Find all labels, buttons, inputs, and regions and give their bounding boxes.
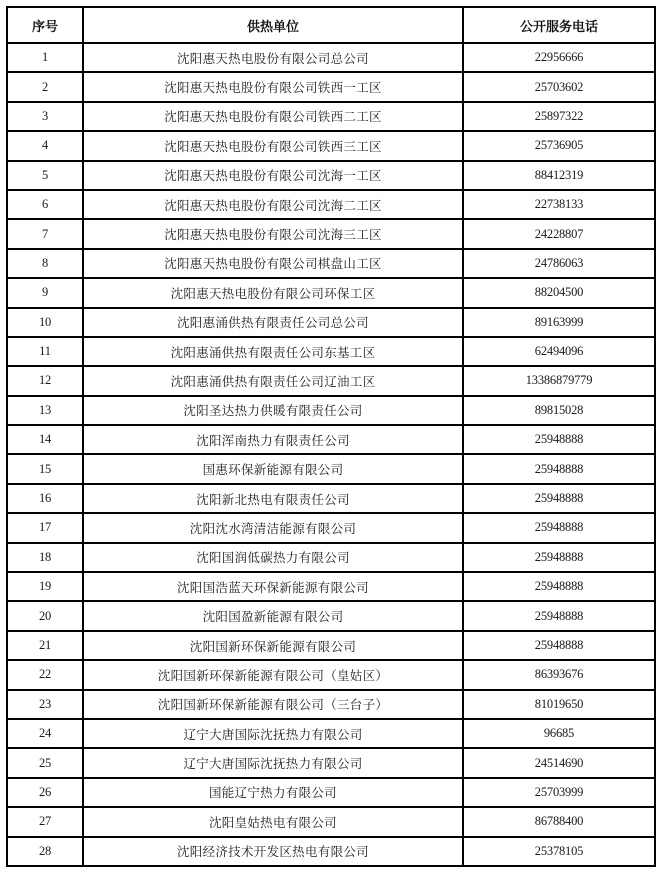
serial-number-cell: 7 — [7, 219, 83, 248]
heating-unit-cell: 沈阳惠天热电股份有限公司总公司 — [83, 43, 463, 72]
table-row — [7, 543, 655, 572]
service-phone-cell: 24514690 — [463, 748, 655, 777]
serial-number-cell: 12 — [7, 366, 83, 395]
header-service-phone: 公开服务电话 — [463, 7, 655, 43]
heating-unit-cell: 沈阳沈水湾清洁能源有限公司 — [83, 513, 463, 542]
serial-number-cell: 25 — [7, 748, 83, 777]
heating-unit-cell: 沈阳惠天热电股份有限公司沈海一工区 — [83, 161, 463, 190]
table-row — [7, 366, 655, 395]
service-phone-cell: 25948888 — [463, 425, 655, 454]
service-phone-cell: 25948888 — [463, 513, 655, 542]
heating-unit-cell: 国能辽宁热力有限公司 — [83, 778, 463, 807]
serial-number-cell: 9 — [7, 278, 83, 307]
table-row — [7, 719, 655, 748]
service-phone-cell: 89815028 — [463, 396, 655, 425]
table-row — [7, 572, 655, 601]
table-row — [7, 249, 655, 278]
heating-unit-cell: 沈阳皇姑热电有限公司 — [83, 807, 463, 836]
serial-number-cell: 19 — [7, 572, 83, 601]
serial-number-cell: 22 — [7, 660, 83, 689]
serial-number-cell: 17 — [7, 513, 83, 542]
heating-units-table — [6, 6, 656, 867]
service-phone-cell: 25948888 — [463, 572, 655, 601]
service-phone-cell: 25703602 — [463, 72, 655, 101]
service-phone-cell: 88412319 — [463, 161, 655, 190]
table-header — [7, 7, 655, 43]
service-phone-cell: 25948888 — [463, 454, 655, 483]
serial-number-cell: 16 — [7, 484, 83, 513]
heating-unit-cell: 沈阳经济技术开发区热电有限公司 — [83, 837, 463, 866]
service-phone-cell: 88204500 — [463, 278, 655, 307]
service-phone-cell: 89163999 — [463, 308, 655, 337]
table-row — [7, 660, 655, 689]
table-row — [7, 837, 655, 866]
table-row — [7, 43, 655, 72]
serial-number-cell: 13 — [7, 396, 83, 425]
serial-number-cell: 1 — [7, 43, 83, 72]
table-row — [7, 748, 655, 777]
service-phone-cell: 25948888 — [463, 601, 655, 630]
service-phone-cell: 24786063 — [463, 249, 655, 278]
serial-number-cell: 28 — [7, 837, 83, 866]
serial-number-cell: 4 — [7, 131, 83, 160]
table-row — [7, 601, 655, 630]
serial-number-cell: 20 — [7, 601, 83, 630]
serial-number-cell: 6 — [7, 190, 83, 219]
service-phone-cell: 86788400 — [463, 807, 655, 836]
service-phone-cell: 22738133 — [463, 190, 655, 219]
service-phone-cell: 24228807 — [463, 219, 655, 248]
header-row — [7, 7, 655, 43]
serial-number-cell: 24 — [7, 719, 83, 748]
service-phone-cell: 25948888 — [463, 484, 655, 513]
heating-unit-cell: 沈阳惠天热电股份有限公司铁西二工区 — [83, 102, 463, 131]
heating-unit-cell: 沈阳惠涌供热有限责任公司总公司 — [83, 308, 463, 337]
serial-number-cell: 2 — [7, 72, 83, 101]
table-row — [7, 131, 655, 160]
heating-unit-cell: 沈阳国盈新能源有限公司 — [83, 601, 463, 630]
service-phone-cell: 96685 — [463, 719, 655, 748]
table-row — [7, 484, 655, 513]
service-phone-cell: 62494096 — [463, 337, 655, 366]
heating-unit-cell: 沈阳惠天热电股份有限公司环保工区 — [83, 278, 463, 307]
serial-number-cell: 26 — [7, 778, 83, 807]
table-row — [7, 190, 655, 219]
service-phone-cell: 25378105 — [463, 837, 655, 866]
table-row — [7, 72, 655, 101]
serial-number-cell: 8 — [7, 249, 83, 278]
heating-unit-cell: 沈阳惠天热电股份有限公司铁西三工区 — [83, 131, 463, 160]
table-row — [7, 278, 655, 307]
table-row — [7, 219, 655, 248]
heating-unit-cell: 沈阳惠涌供热有限责任公司辽油工区 — [83, 366, 463, 395]
service-phone-cell: 22956666 — [463, 43, 655, 72]
serial-number-cell: 11 — [7, 337, 83, 366]
table-row — [7, 778, 655, 807]
heating-unit-cell: 沈阳新北热电有限责任公司 — [83, 484, 463, 513]
heating-unit-cell: 沈阳国润低碳热力有限公司 — [83, 543, 463, 572]
serial-number-cell: 14 — [7, 425, 83, 454]
table-row — [7, 425, 655, 454]
heating-unit-cell: 辽宁大唐国际沈抚热力有限公司 — [83, 719, 463, 748]
serial-number-cell: 10 — [7, 308, 83, 337]
heating-unit-cell: 沈阳圣达热力供暖有限责任公司 — [83, 396, 463, 425]
table-row — [7, 454, 655, 483]
serial-number-cell: 5 — [7, 161, 83, 190]
table-row — [7, 631, 655, 660]
serial-number-cell: 18 — [7, 543, 83, 572]
heating-unit-cell: 辽宁大唐国际沈抚热力有限公司 — [83, 748, 463, 777]
heating-unit-cell: 沈阳国新环保新能源有限公司（皇姑区） — [83, 660, 463, 689]
table-body — [7, 43, 655, 866]
table-row — [7, 513, 655, 542]
table-row — [7, 337, 655, 366]
service-phone-cell: 25736905 — [463, 131, 655, 160]
table-row — [7, 807, 655, 836]
table-row — [7, 396, 655, 425]
heating-unit-cell: 沈阳惠涌供热有限责任公司东基工区 — [83, 337, 463, 366]
table-row — [7, 161, 655, 190]
service-phone-cell: 25897322 — [463, 102, 655, 131]
service-phone-cell: 25948888 — [463, 631, 655, 660]
service-phone-cell: 25703999 — [463, 778, 655, 807]
serial-number-cell: 3 — [7, 102, 83, 131]
table-row — [7, 690, 655, 719]
heating-unit-cell: 沈阳惠天热电股份有限公司铁西一工区 — [83, 72, 463, 101]
heating-unit-cell: 国惠环保新能源有限公司 — [83, 454, 463, 483]
header-heating-unit: 供热单位 — [83, 7, 463, 43]
heating-unit-cell: 沈阳惠天热电股份有限公司棋盘山工区 — [83, 249, 463, 278]
heating-unit-cell: 沈阳国浩蓝天环保新能源有限公司 — [83, 572, 463, 601]
service-phone-cell: 86393676 — [463, 660, 655, 689]
table-row — [7, 102, 655, 131]
service-phone-cell: 81019650 — [463, 690, 655, 719]
heating-unit-cell: 沈阳国新环保新能源有限公司 — [83, 631, 463, 660]
heating-unit-cell: 沈阳国新环保新能源有限公司（三台子） — [83, 690, 463, 719]
table-row — [7, 308, 655, 337]
header-serial-number: 序号 — [7, 7, 83, 43]
serial-number-cell: 27 — [7, 807, 83, 836]
service-phone-cell: 25948888 — [463, 543, 655, 572]
heating-unit-cell: 沈阳浑南热力有限责任公司 — [83, 425, 463, 454]
service-phone-cell: 13386879779 — [463, 366, 655, 395]
serial-number-cell: 15 — [7, 454, 83, 483]
heating-unit-cell: 沈阳惠天热电股份有限公司沈海二工区 — [83, 190, 463, 219]
heating-unit-cell: 沈阳惠天热电股份有限公司沈海三工区 — [83, 219, 463, 248]
serial-number-cell: 23 — [7, 690, 83, 719]
serial-number-cell: 21 — [7, 631, 83, 660]
